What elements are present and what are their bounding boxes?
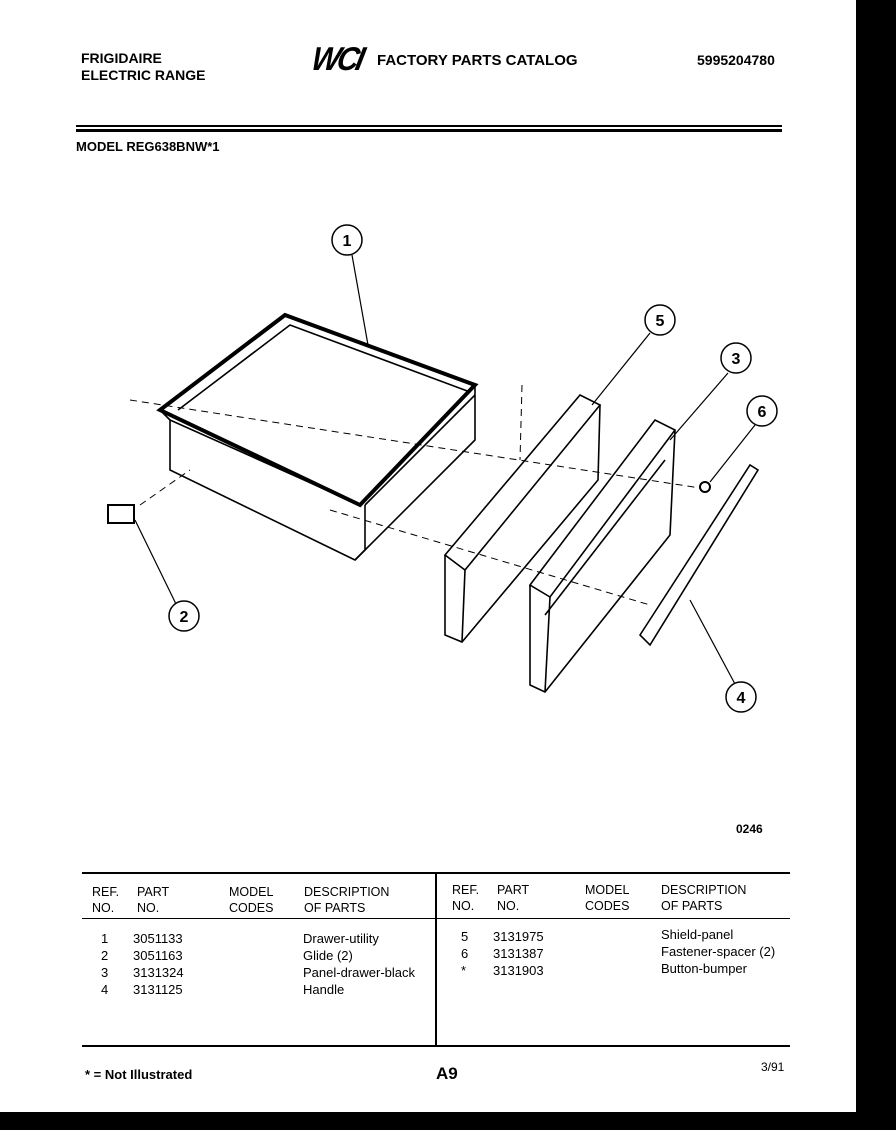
desc-cell: Glide (2)	[303, 948, 353, 963]
header-desc: OF PARTS	[304, 901, 366, 915]
fastener-spacer	[700, 482, 710, 492]
header-part: NO.	[137, 901, 160, 915]
brand-line1: FRIGIDAIRE	[81, 50, 162, 66]
callout-4	[726, 682, 756, 712]
table-bottom-rule	[82, 1045, 790, 1047]
part-cell: 3131975	[493, 929, 544, 944]
desc-cell: Drawer-utility	[303, 931, 379, 946]
header-ref: REF.	[452, 883, 480, 897]
left-ref-column	[101, 930, 108, 998]
right-ref-column	[461, 928, 468, 979]
header-ref: NO.	[452, 899, 475, 913]
header-ref: NO.	[92, 901, 115, 915]
shield-panel	[445, 395, 600, 642]
left-part-column	[133, 930, 184, 998]
desc-cell: Shield-panel	[661, 927, 734, 942]
catalog-title: FACTORY PARTS CATALOG	[377, 52, 578, 69]
ref-cell: 1	[101, 931, 109, 946]
header-desc: DESCRIPTION	[661, 883, 747, 897]
page-number: A9	[436, 1064, 458, 1083]
brand-line2: ELECTRIC RANGE	[81, 67, 206, 83]
ref-cell: 5	[461, 929, 469, 944]
header-codes: MODEL	[229, 885, 274, 899]
drawer-utility	[160, 315, 475, 560]
callout-6	[747, 396, 777, 426]
header-codes: CODES	[585, 899, 630, 913]
right-desc-column	[661, 926, 775, 977]
callout-label: 1	[342, 233, 352, 250]
part-cell: 3051163	[133, 948, 183, 963]
callout-5	[645, 305, 675, 335]
scan-border-right	[856, 0, 896, 1130]
callout-label: 2	[179, 609, 189, 626]
scan-border-bottom	[0, 1112, 896, 1130]
ref-cell: 6	[461, 946, 469, 961]
figure-code: 0246	[736, 822, 763, 836]
header-desc: DESCRIPTION	[304, 885, 390, 899]
desc-cell: Button-bumper	[661, 961, 747, 976]
desc-cell: Handle	[303, 982, 345, 997]
header-ref: REF.	[92, 885, 120, 899]
callout-label: 4	[736, 690, 746, 707]
part-cell: 3051133	[133, 931, 183, 946]
ref-cell: 4	[101, 982, 109, 997]
part-cell: 3131903	[493, 963, 544, 978]
callout-label: 3	[731, 351, 741, 368]
ref-cell: 3	[101, 965, 109, 980]
header-codes: CODES	[229, 901, 274, 915]
part-cell: 3131125	[133, 982, 183, 997]
right-part-column	[493, 928, 544, 979]
desc-cell: Fastener-spacer (2)	[661, 944, 776, 959]
ref-cell: *	[461, 963, 467, 978]
catalog-number: 5995204780	[697, 52, 775, 68]
header-part: PART	[137, 885, 170, 899]
left-desc-column	[303, 930, 415, 998]
glide	[108, 505, 134, 523]
desc-cell: Panel-drawer-black	[303, 965, 415, 980]
header-codes: MODEL	[585, 883, 630, 897]
callout-2	[169, 601, 199, 631]
header-part: NO.	[497, 899, 520, 913]
part-cell: 3131324	[133, 965, 184, 980]
header-part: PART	[497, 883, 530, 897]
wci-logo: WCI	[308, 41, 366, 78]
callout-1	[332, 225, 362, 255]
ref-cell: 2	[101, 948, 109, 963]
callout-label: 5	[655, 313, 665, 330]
model-number: MODEL REG638BNW*1	[76, 139, 220, 154]
revision-date: 3/91	[761, 1060, 785, 1074]
table-divider	[435, 872, 437, 1047]
header-desc: OF PARTS	[661, 899, 723, 913]
callout-3	[721, 343, 751, 373]
part-cell: 3131387	[493, 946, 544, 961]
not-illustrated-note: * = Not Illustrated	[85, 1067, 193, 1082]
callout-label: 6	[757, 404, 767, 421]
